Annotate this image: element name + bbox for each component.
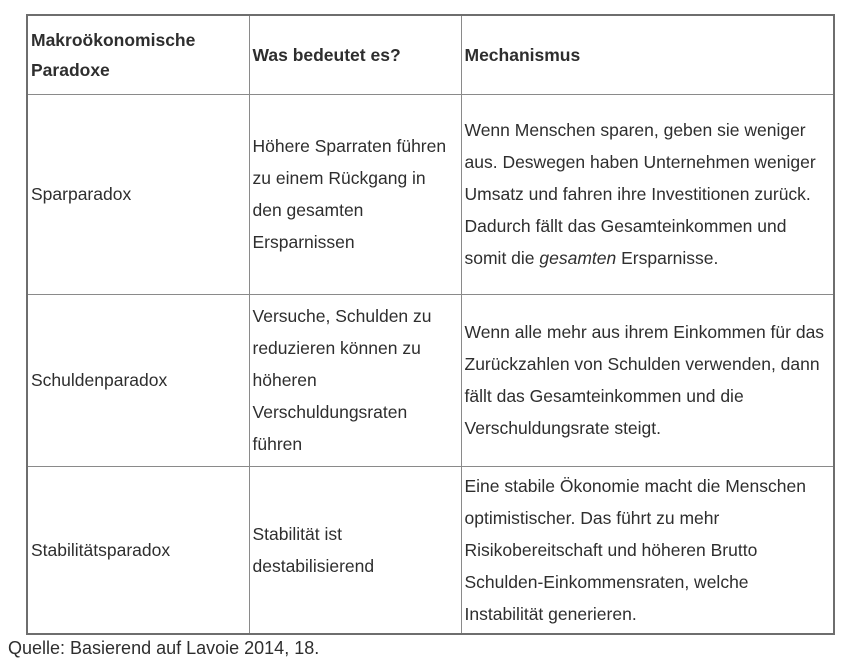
table-row-stabilitaetsparadox [27, 466, 834, 634]
cell-paradox-mechanism [461, 466, 834, 634]
table-header-row [27, 15, 834, 94]
cell-paradox-mechanism [461, 94, 834, 294]
cell-paradox-meaning: Stabilität ist destabilisierend [249, 466, 461, 634]
cell-paradox-meaning: Höhere Sparraten führen zu einem Rückgang in den gesamten Ersparnissen [249, 94, 461, 294]
cell-paradox-name: Schuldenparadox [27, 294, 249, 466]
mechanism-text-after: Ersparnisse. [616, 248, 719, 268]
column-header-mechanismus: Mechanismus [461, 15, 834, 94]
table-row-sparparadox [27, 94, 834, 294]
cell-paradox-meaning: Versuche, Schulden zu reduzieren können zu höheren Verschuldungsraten führen [249, 294, 461, 466]
macro-paradox-table [26, 14, 835, 635]
cell-paradox-mechanism [461, 294, 834, 466]
cell-paradox-name: Sparparadox [27, 94, 249, 294]
table-row-schuldenparadox [27, 294, 834, 466]
column-header-bedeutung: Was bedeutet es? [249, 15, 461, 94]
mechanism-text: Wenn Menschen sparen, geben sie weniger aus. Deswegen haben Unternehmen weniger Umsatz und fahren ihre Investitionen zurück. Dadurch fällt das Gesamteinkommen und somit die [464, 120, 816, 268]
source-caption: Quelle: Basierend auf Lavoie 2014, 18. [8, 638, 320, 658]
mechanism-text: Eine stabile Ökonomie macht die Menschen optimistischer. Das führt zu mehr Risikobereitschaft und höheren Brutto Schulden-Einkommensraten, welche Instabilität generieren. [464, 475, 806, 624]
cell-paradox-name: Stabilitätsparadox [27, 466, 249, 634]
column-header-paradoxe: Makroökonomische Paradoxe [27, 15, 249, 94]
mechanism-italic-text: gesamten [539, 248, 617, 268]
mechanism-text: Wenn alle mehr aus ihrem Einkommen für das Zurückzahlen von Schulden verwenden, dann fällt das Gesamteinkommen und die Verschuldungsrate steigt. [464, 322, 825, 438]
